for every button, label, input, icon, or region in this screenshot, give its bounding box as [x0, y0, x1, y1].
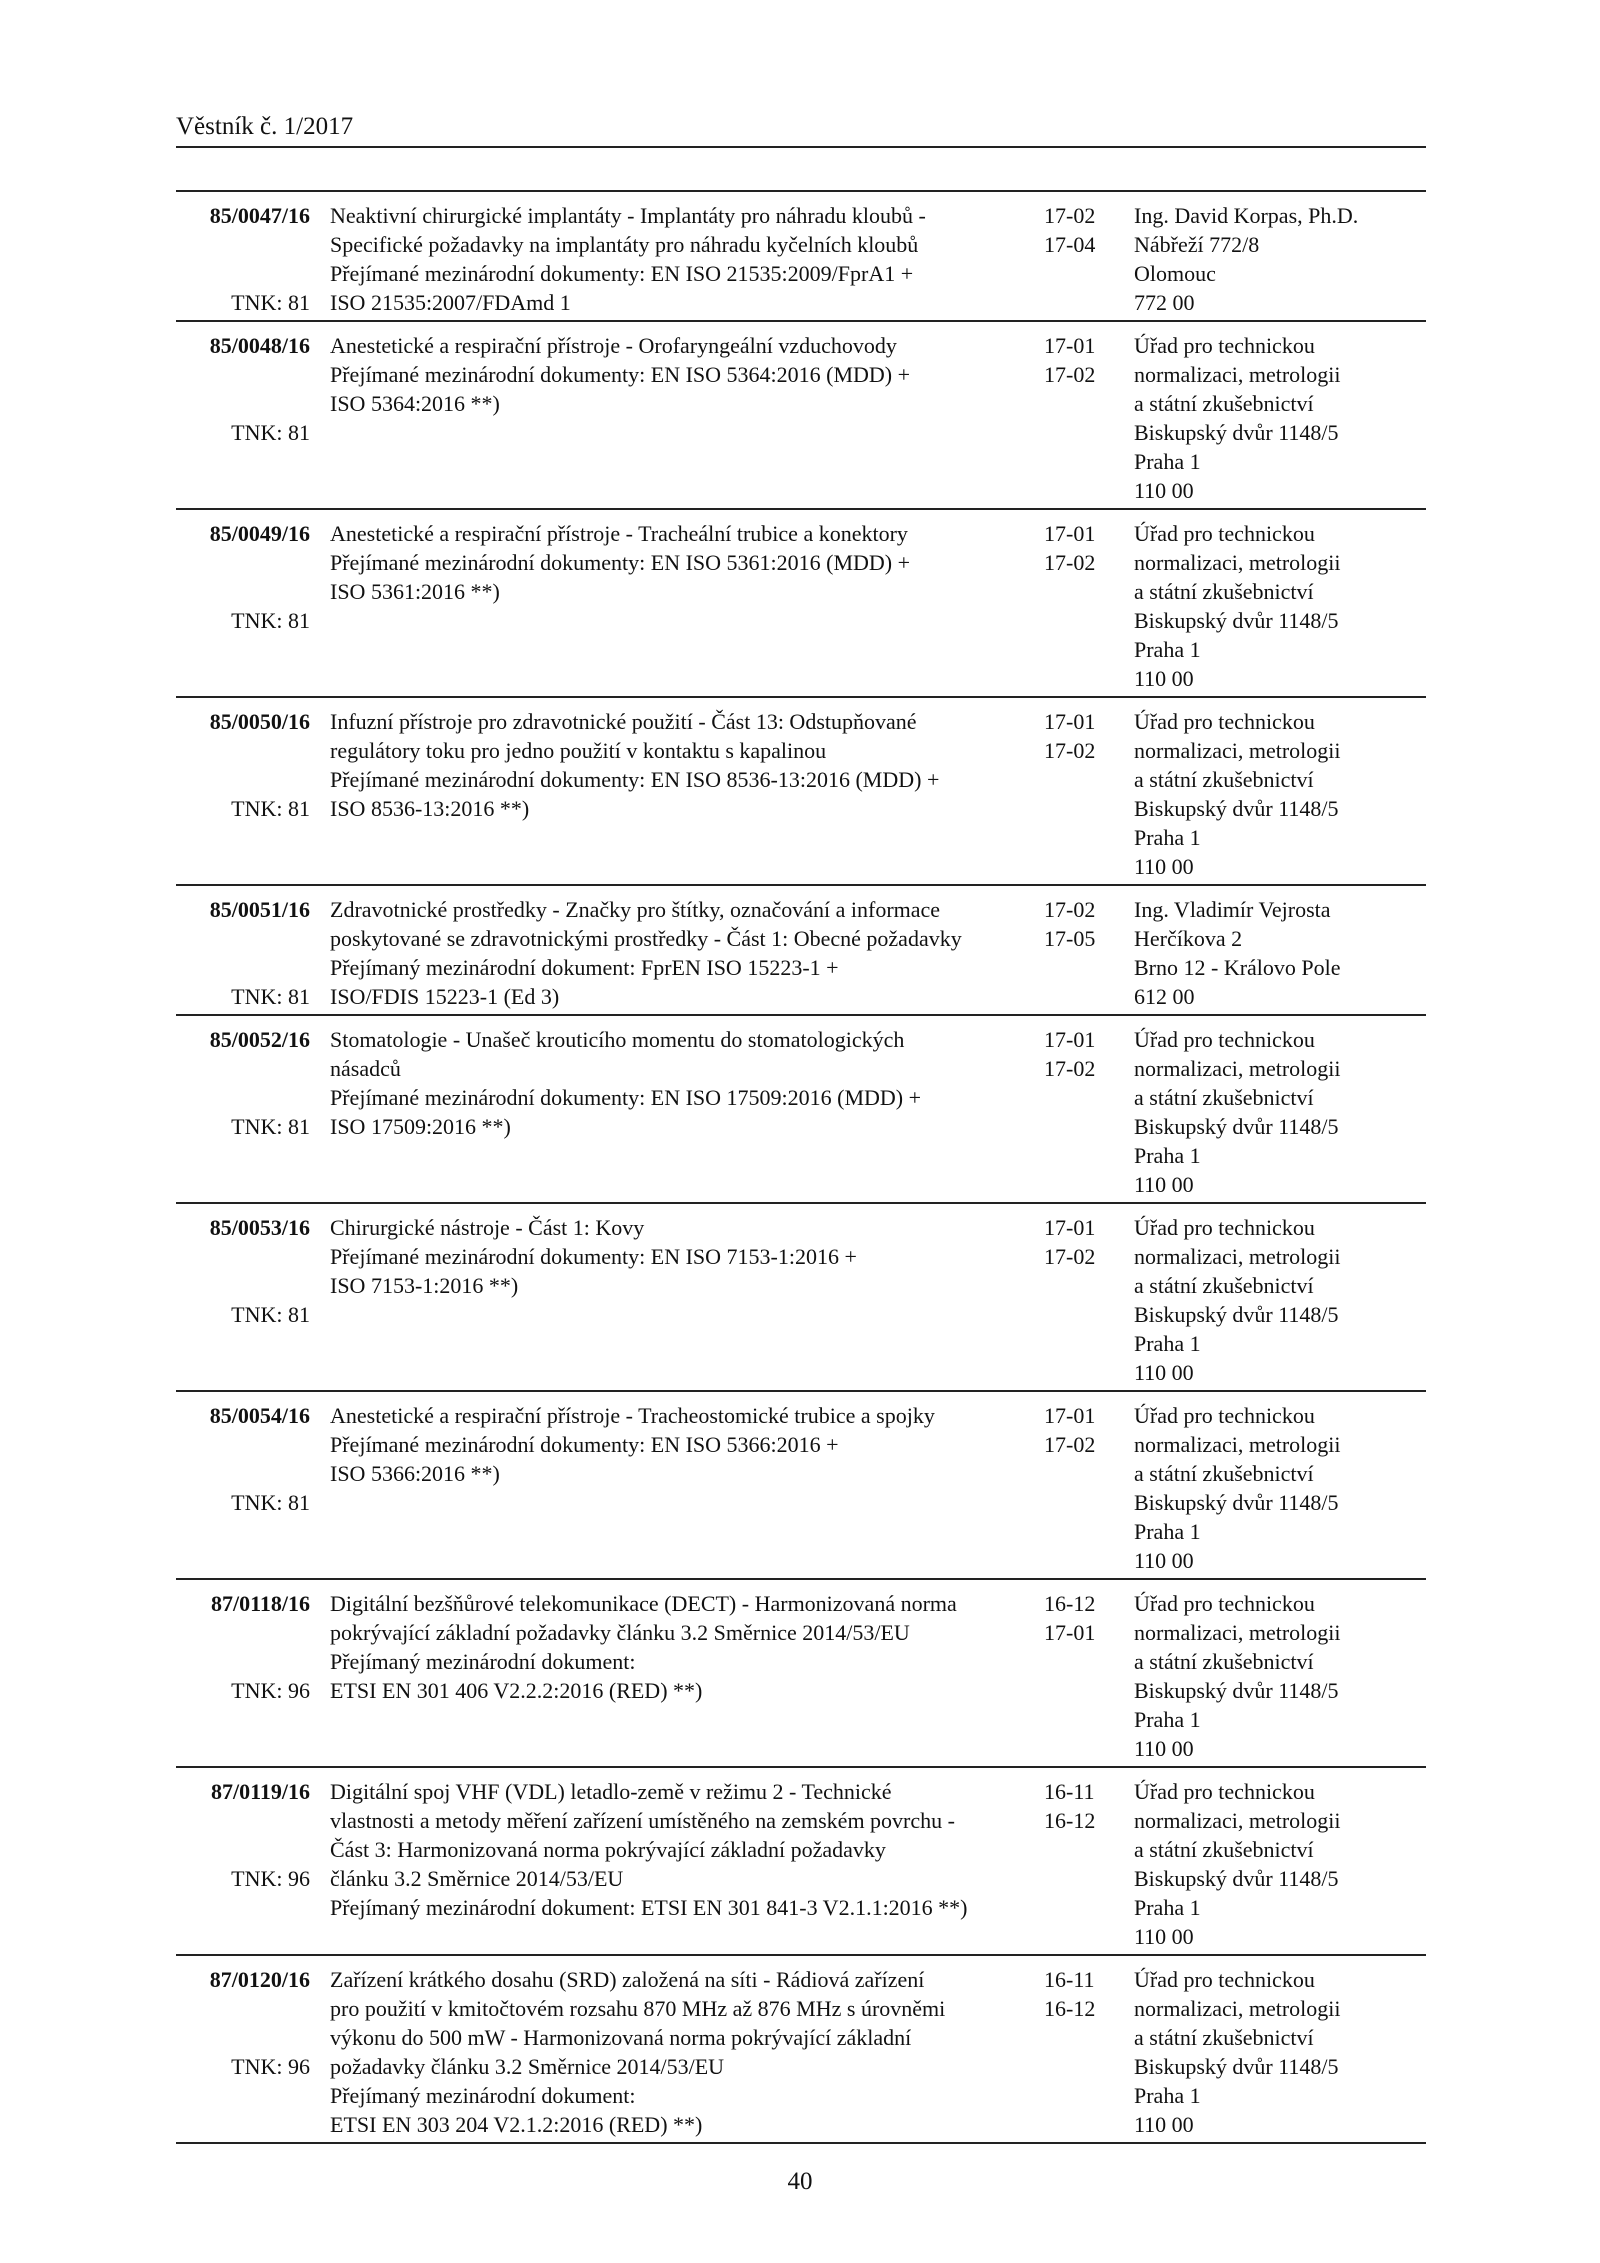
entry-dates — [1044, 1579, 1134, 1767]
entry-dates — [1044, 1767, 1134, 1955]
table-row — [176, 321, 1426, 509]
address-line: Biskupský dvůr 1148/5 — [1134, 420, 1339, 445]
journal-title: Věstník č. 1/2017 — [176, 113, 354, 140]
entry-processor-address — [1134, 509, 1426, 697]
description-line: článku 3.2 Směrnice 2014/53/EU — [330, 1866, 624, 1891]
entry-description — [310, 1579, 1044, 1767]
date-line: 16-11 — [1044, 1967, 1095, 1992]
entry-tnk: TNK: 96 — [231, 2054, 310, 2079]
address-line: Nábřeží 772/8 — [1134, 232, 1260, 257]
description-line: Specifické požadavky na implantáty pro náhradu kyčelních kloubů — [330, 232, 919, 257]
address-line: Biskupský dvůr 1148/5 — [1134, 1114, 1339, 1139]
address-line: Biskupský dvůr 1148/5 — [1134, 1866, 1339, 1891]
address-line: a státní zkušebnictví — [1134, 1461, 1314, 1486]
description-line: Přejímané mezinárodní dokumenty: EN ISO 5361:2016 (MDD) + — [330, 550, 911, 575]
description-line: Přejímané mezinárodní dokumenty: EN ISO 8536-13:2016 (MDD) + — [330, 767, 940, 792]
address-line: 110 00 — [1134, 478, 1194, 503]
entry-processor-address — [1134, 321, 1426, 509]
date-line: 17-02 — [1044, 362, 1096, 387]
entry-number: 85/0048/16 — [209, 333, 310, 358]
entry-number: 85/0053/16 — [209, 1215, 310, 1240]
table-row — [176, 1391, 1426, 1579]
address-line: Biskupský dvůr 1148/5 — [1134, 1302, 1339, 1327]
address-line: 612 00 — [1134, 984, 1195, 1009]
address-line: a státní zkušebnictví — [1134, 1649, 1314, 1674]
entry-dates — [1044, 697, 1134, 885]
address-line: normalizaci, metrologii — [1134, 1244, 1341, 1269]
page-number: 40 — [787, 2168, 813, 2195]
entry-dates — [1044, 321, 1134, 509]
address-line: Úřad pro technickou — [1134, 1779, 1315, 1804]
entry-id-cell — [176, 1015, 310, 1203]
entry-description — [310, 885, 1044, 1015]
description-line: Přejímaný mezinárodní dokument: — [330, 2083, 636, 2108]
entry-id-cell — [176, 509, 310, 697]
description-line: pro použití v kmitočtovém rozsahu 870 MHz až 876 MHz s úrovněmi — [330, 1996, 946, 2021]
description-line: ETSI EN 303 204 V2.1.2:2016 (RED) **) — [330, 2112, 703, 2137]
entry-tnk: TNK: 96 — [231, 1866, 310, 1891]
address-line: Úřad pro technickou — [1134, 1215, 1315, 1240]
date-line: 17-02 — [1044, 897, 1096, 922]
table-row — [176, 1767, 1426, 1955]
address-line: Biskupský dvůr 1148/5 — [1134, 1490, 1339, 1515]
entry-description — [310, 1391, 1044, 1579]
address-line: Úřad pro technickou — [1134, 709, 1315, 734]
description-line: Anestetické a respirační přístroje - Tracheální trubice a konektory — [330, 521, 908, 546]
entry-processor-address — [1134, 1203, 1426, 1391]
description-line: Přejímaný mezinárodní dokument: FprEN ISO 15223-1 + — [330, 955, 839, 980]
entry-id-cell — [176, 1579, 310, 1767]
entry-number: 85/0049/16 — [209, 521, 310, 546]
entry-tnk: TNK: 81 — [231, 608, 310, 633]
entry-tnk: TNK: 96 — [231, 1678, 310, 1703]
date-line: 17-04 — [1044, 232, 1096, 257]
description-line: ISO 7153-1:2016 **) — [330, 1273, 519, 1298]
description-line: Stomatologie - Unašeč krouticího momentu do stomatologických — [330, 1027, 905, 1052]
address-line: normalizaci, metrologii — [1134, 550, 1341, 575]
entry-id-cell — [176, 697, 310, 885]
date-line: 17-01 — [1044, 521, 1096, 546]
description-line: výkonu do 500 mW - Harmonizovaná norma pokrývající základní — [330, 2025, 912, 2050]
address-line: Herčíkova 2 — [1134, 926, 1243, 951]
table-row — [176, 885, 1426, 1015]
entry-number: 85/0047/16 — [209, 203, 310, 228]
description-line: Přejímané mezinárodní dokumenty: EN ISO 5364:2016 (MDD) + — [330, 362, 911, 387]
entry-tnk: TNK: 81 — [231, 1490, 310, 1515]
entry-id-cell — [176, 1391, 310, 1579]
description-line: ISO 17509:2016 **) — [330, 1114, 511, 1139]
entry-dates — [1044, 1391, 1134, 1579]
address-line: 110 00 — [1134, 2112, 1194, 2137]
date-line: 17-02 — [1044, 738, 1096, 763]
date-line: 17-01 — [1044, 333, 1096, 358]
address-line: Úřad pro technickou — [1134, 1027, 1315, 1052]
description-line: regulátory toku pro jedno použití v kontaktu s kapalinou — [330, 738, 827, 763]
entry-number: 85/0054/16 — [209, 1403, 310, 1428]
address-line: a státní zkušebnictví — [1134, 1273, 1314, 1298]
entry-tnk: TNK: 81 — [231, 420, 310, 445]
description-line: ISO 5361:2016 **) — [330, 579, 500, 604]
entry-tnk: TNK: 81 — [231, 984, 310, 1009]
entry-number: 87/0119/16 — [210, 1779, 310, 1804]
entry-description — [310, 1015, 1044, 1203]
description-line: Přejímané mezinárodní dokumenty: EN ISO 21535:2009/FprA1 + — [330, 261, 914, 286]
address-line: a státní zkušebnictví — [1134, 1085, 1314, 1110]
entry-processor-address — [1134, 1579, 1426, 1767]
address-line: Praha 1 — [1134, 1707, 1201, 1732]
description-line: Digitální spoj VHF (VDL) letadlo-země v režimu 2 - Technické — [330, 1779, 892, 1804]
address-line: Úřad pro technickou — [1134, 1403, 1315, 1428]
description-line: vlastnosti a metody měření zařízení umístěného na zemském povrchu - — [330, 1808, 955, 1833]
table-row — [176, 1955, 1426, 2143]
address-line: Ing. David Korpas, Ph.D. — [1134, 203, 1359, 228]
description-line: Anestetické a respirační přístroje - Tracheostomické trubice a spojky — [330, 1403, 935, 1428]
entry-processor-address — [1134, 1955, 1426, 2143]
address-line: 110 00 — [1134, 854, 1194, 879]
address-line: a státní zkušebnictví — [1134, 2025, 1314, 2050]
entry-number: 85/0051/16 — [209, 897, 310, 922]
entry-tnk: TNK: 81 — [231, 796, 310, 821]
date-line: 17-02 — [1044, 1432, 1096, 1457]
address-line: Praha 1 — [1134, 1895, 1201, 1920]
date-line: 16-12 — [1044, 1996, 1096, 2021]
entry-processor-address — [1134, 885, 1426, 1015]
description-line: Neaktivní chirurgické implantáty - Implantáty pro náhradu kloubů - — [330, 203, 926, 228]
entry-processor-address — [1134, 191, 1426, 321]
entry-description — [310, 509, 1044, 697]
entry-description — [310, 1767, 1044, 1955]
table-row — [176, 697, 1426, 885]
entry-processor-address — [1134, 1015, 1426, 1203]
address-line: Úřad pro technickou — [1134, 521, 1315, 546]
description-line: ISO 8536-13:2016 **) — [330, 796, 530, 821]
address-line: Praha 1 — [1134, 449, 1201, 474]
description-line: Chirurgické nástroje - Část 1: Kovy — [330, 1215, 645, 1240]
address-line: a státní zkušebnictví — [1134, 767, 1314, 792]
date-line: 17-01 — [1044, 1215, 1096, 1240]
address-line: Praha 1 — [1134, 2083, 1201, 2108]
address-line: Praha 1 — [1134, 1143, 1201, 1168]
date-line: 17-02 — [1044, 1056, 1096, 1081]
description-line: Zdravotnické prostředky - Značky pro štítky, označování a informace — [330, 897, 941, 922]
entry-number: 85/0050/16 — [209, 709, 310, 734]
entry-id-cell — [176, 1767, 310, 1955]
description-line: ISO 21535:2007/FDAmd 1 — [330, 290, 571, 315]
entry-tnk: TNK: 81 — [231, 1302, 310, 1327]
date-line: 17-01 — [1044, 1403, 1096, 1428]
address-line: Praha 1 — [1134, 637, 1201, 662]
description-line: Část 3: Harmonizovaná norma pokrývající základní požadavky — [330, 1837, 886, 1862]
address-line: Praha 1 — [1134, 1331, 1201, 1356]
address-line: Brno 12 - Královo Pole — [1134, 955, 1341, 980]
description-line: Přejímané mezinárodní dokumenty: EN ISO 5366:2016 + — [330, 1432, 839, 1457]
entry-id-cell — [176, 321, 310, 509]
entry-description — [310, 1203, 1044, 1391]
entry-id-cell — [176, 885, 310, 1015]
table-row — [176, 1203, 1426, 1391]
address-line: 110 00 — [1134, 1736, 1194, 1761]
entry-number: 87/0118/16 — [210, 1591, 310, 1616]
address-line: Úřad pro technickou — [1134, 333, 1315, 358]
entry-description — [310, 697, 1044, 885]
description-line: ISO 5364:2016 **) — [330, 391, 500, 416]
entry-processor-address — [1134, 1767, 1426, 1955]
table-row — [176, 509, 1426, 697]
entry-number: 85/0052/16 — [209, 1027, 310, 1052]
address-line: normalizaci, metrologii — [1134, 1056, 1341, 1081]
entry-description — [310, 1955, 1044, 2143]
address-line: 110 00 — [1134, 1172, 1194, 1197]
entry-processor-address — [1134, 697, 1426, 885]
entry-dates — [1044, 1203, 1134, 1391]
description-line: Infuzní přístroje pro zdravotnické použití - Část 13: Odstupňované — [330, 709, 917, 734]
address-line: Praha 1 — [1134, 1519, 1201, 1544]
description-line: Anestetické a respirační přístroje - Orofaryngeální vzduchovody — [330, 333, 897, 358]
entry-dates — [1044, 191, 1134, 321]
description-line: Přejímaný mezinárodní dokument: ETSI EN 301 841-3 V2.1.1:2016 **) — [330, 1895, 968, 1920]
address-line: normalizaci, metrologii — [1134, 1996, 1341, 2021]
address-line: 110 00 — [1134, 1360, 1194, 1385]
entry-description — [310, 321, 1044, 509]
address-line: Úřad pro technickou — [1134, 1967, 1315, 1992]
description-line: Přejímaný mezinárodní dokument: — [330, 1649, 636, 1674]
description-line: ISO/FDIS 15223-1 (Ed 3) — [330, 984, 560, 1009]
address-line: 110 00 — [1134, 666, 1194, 691]
address-line: a státní zkušebnictví — [1134, 579, 1314, 604]
entry-tnk: TNK: 81 — [231, 1114, 310, 1139]
entry-dates — [1044, 885, 1134, 1015]
entry-description — [310, 191, 1044, 321]
address-line: Ing. Vladimír Vejrosta — [1134, 897, 1331, 922]
table-row — [176, 191, 1426, 321]
address-line: Biskupský dvůr 1148/5 — [1134, 608, 1339, 633]
address-line: a státní zkušebnictví — [1134, 1837, 1314, 1862]
date-line: 16-12 — [1044, 1591, 1096, 1616]
standards-table — [176, 190, 1426, 2144]
entry-dates — [1044, 509, 1134, 697]
description-line: Přejímané mezinárodní dokumenty: EN ISO 7153-1:2016 + — [330, 1244, 857, 1269]
address-line: normalizaci, metrologii — [1134, 362, 1341, 387]
date-line: 17-02 — [1044, 203, 1096, 228]
table-row — [176, 1015, 1426, 1203]
address-line: normalizaci, metrologii — [1134, 1432, 1341, 1457]
description-line: násadců — [330, 1056, 401, 1081]
description-line: ETSI EN 301 406 V2.2.2:2016 (RED) **) — [330, 1678, 703, 1703]
address-line: Úřad pro technickou — [1134, 1591, 1315, 1616]
description-line: Přejímané mezinárodní dokumenty: EN ISO 17509:2016 (MDD) + — [330, 1085, 922, 1110]
description-line: pokrývající základní požadavky článku 3.2 Směrnice 2014/53/EU — [330, 1620, 910, 1645]
entry-id-cell — [176, 1955, 310, 2143]
date-line: 17-02 — [1044, 1244, 1096, 1269]
address-line: Biskupský dvůr 1148/5 — [1134, 796, 1339, 821]
date-line: 17-01 — [1044, 1027, 1096, 1052]
address-line: 110 00 — [1134, 1924, 1194, 1949]
entry-id-cell — [176, 191, 310, 321]
description-line: Digitální bezšňůrové telekomunikace (DECT) - Harmonizovaná norma — [330, 1591, 957, 1616]
address-line: normalizaci, metrologii — [1134, 1808, 1341, 1833]
description-line: Zařízení krátkého dosahu (SRD) založená na síti - Rádiová zařízení — [330, 1967, 925, 1992]
date-line: 16-12 — [1044, 1808, 1096, 1833]
entry-dates — [1044, 1955, 1134, 2143]
address-line: Olomouc — [1134, 261, 1216, 286]
address-line: 110 00 — [1134, 1548, 1194, 1573]
address-line: Biskupský dvůr 1148/5 — [1134, 2054, 1339, 2079]
description-line: ISO 5366:2016 **) — [330, 1461, 500, 1486]
date-line: 17-05 — [1044, 926, 1096, 951]
date-line: 17-01 — [1044, 1620, 1096, 1645]
entry-tnk: TNK: 81 — [231, 290, 310, 315]
entry-number: 87/0120/16 — [209, 1967, 310, 1992]
description-line: požadavky článku 3.2 Směrnice 2014/53/EU — [330, 2054, 725, 2079]
address-line: normalizaci, metrologii — [1134, 1620, 1341, 1645]
address-line: Biskupský dvůr 1148/5 — [1134, 1678, 1339, 1703]
table-row — [176, 1579, 1426, 1767]
date-line: 17-01 — [1044, 709, 1096, 734]
address-line: Praha 1 — [1134, 825, 1201, 850]
address-line: normalizaci, metrologii — [1134, 738, 1341, 763]
entry-id-cell — [176, 1203, 310, 1391]
entry-processor-address — [1134, 1391, 1426, 1579]
date-line: 16-11 — [1044, 1779, 1095, 1804]
description-line: poskytované se zdravotnickými prostředky - Část 1: Obecné požadavky — [330, 926, 962, 951]
address-line: a státní zkušebnictví — [1134, 391, 1314, 416]
entry-dates — [1044, 1015, 1134, 1203]
date-line: 17-02 — [1044, 550, 1096, 575]
address-line: 772 00 — [1134, 290, 1195, 315]
page-header — [176, 112, 1426, 148]
